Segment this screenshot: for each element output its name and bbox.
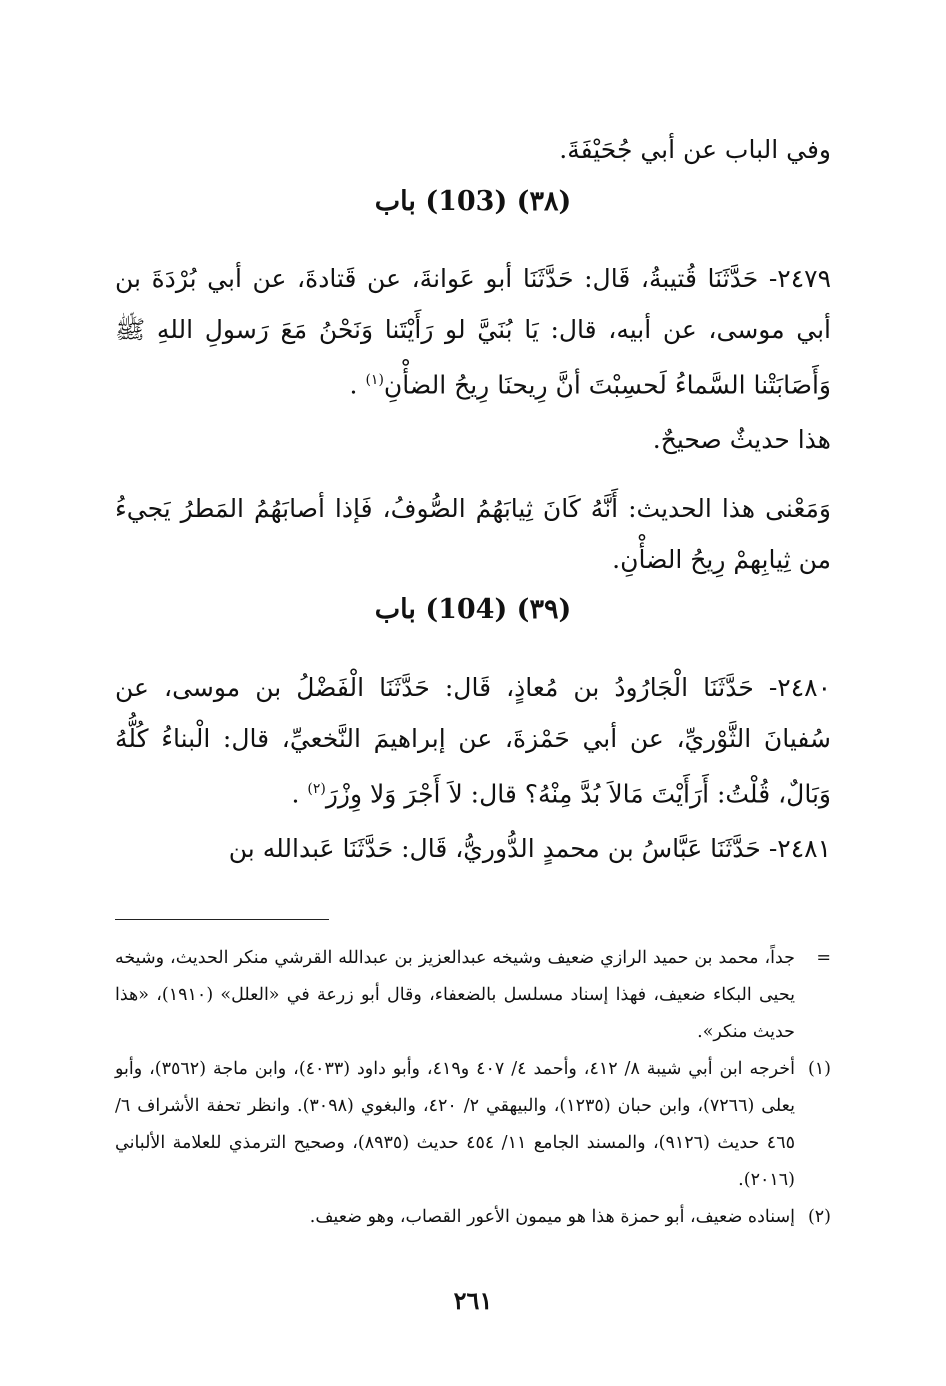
hadith-2479 xyxy=(115,253,831,410)
footnote-1 xyxy=(115,1051,831,1199)
footnote-1-mark: (١) xyxy=(807,1059,831,1079)
hadith-2480 xyxy=(115,662,831,819)
hadith-2481: ٢٤٨١- حَدَّثَنَا عَبَّاسُ بن محمدٍ الدُّوريُّ، قَال: حَدَّثَنَا عَبدالله بن xyxy=(228,834,831,863)
footnote-continuation xyxy=(115,940,831,1051)
continuation-mark: = xyxy=(816,948,831,968)
end-dot: . xyxy=(291,779,308,809)
footnote-2-mark: (٢) xyxy=(807,1207,831,1227)
footnote-separator xyxy=(115,919,329,920)
page-number: ٢٦١ xyxy=(453,1286,493,1315)
hadith-meaning: وَمَعْنى هذا الحديث: أَنَّهُ كَانَ ثِيابَهُمُ الصُّوفُ، فَإذا أصابَهُمُ المَطرُ يَجيءُ من ثِيابِهمْ رِيحُ الضأْنِ. xyxy=(115,494,831,574)
text-line-top: وفي الباب عن أبي جُحَيْفَةَ. xyxy=(559,135,831,164)
footnote-continuation-text: جداً، محمد بن حميد الرازي ضعيف وشيخه عبدالعزيز بن عبدالله القرشي منكر الحديث، وشيخه يحيى البكاء ضعيف، فهذا إسناد مسلسل بالضعفاء، وقال أبو زرعة في «العلل» (١٩١٠)، «هذا حديث منكر». xyxy=(115,948,795,1042)
footnote-ref-2: (٢) xyxy=(307,781,326,797)
footnotes xyxy=(115,940,831,1236)
footnote-1-text: أخرجه ابن أبي شيبة ٨/ ٤١٢، وأحمد ٤/ ٤٠٧ و٤١٩، وأبو داود (٤٠٣٣)، وابن ماجة (٣٥٦٢)، وأبو يعلى (٧٢٦٦)، وابن حبان (١٢٣٥)، والبيهقي ٢/ ٤٢٠، والبغوي (٣٠٩٨). وانظر تحفة الأشراف ٦/ ٤٦٥ حديث (٩١٢٦)، والمسند الجامع ١١/ ٤٥٤ حديث (٨٩٣٥)، وصحيح الترمذي للعلامة الألباني (٢٠١٦). xyxy=(115,1059,795,1190)
chapter-heading-38: (٣٨) (103) باب xyxy=(374,186,572,217)
hadith-2480-text: ٢٤٨٠- حَدَّثَنَا الْجَارُودُ بن مُعاذٍ، قَال: حَدَّثَنَا الْفَضْلُ بن موسى، عن سُفيانَ الثَّوْريِّ، عن أبي حَمْزةَ، عن إبراهيمَ النَّخعيِّ، قال: الْبناءُ كُلُّهُ وَبَالٌ، قُلْتُ: أَرَأَيْتَ مَالاَ بُدَّ مِنْهُ؟ قال: لاَ أَجْرَ وَلا وِزْرَ xyxy=(115,673,831,809)
footnote-2-text: إسناده ضعيف، أبو حمزة هذا هو ميمون الأعور القصاب، وهو ضعيف. xyxy=(309,1207,795,1227)
footnote-2 xyxy=(115,1199,831,1236)
chapter-heading-39: (٣٩) (104) باب xyxy=(374,594,572,625)
footnote-ref-1: (١) xyxy=(365,372,384,388)
end-dot: . xyxy=(349,370,366,400)
hadith-2479-text: ٢٤٧٩- حَدَّثَنَا قُتيبةُ، قَال: حَدَّثَنَا أبو عَوانةَ، عن قَتادةَ، عن أبي بُرْدَةَ بن أبي موسى، عن أبيه، قال: يَا بُنَيَّ لو رَأَيْتَنا وَنَحْنُ مَعَ رَسولِ اللهِ ﷺ وَأَصَابَتْنا السَّماءُ لَحسِبْتَ أنَّ رِيحنَا رِيحُ الضأْنِ xyxy=(115,264,831,400)
hadith-grade: هذا حديثٌ صحيحٌ. xyxy=(652,425,831,454)
